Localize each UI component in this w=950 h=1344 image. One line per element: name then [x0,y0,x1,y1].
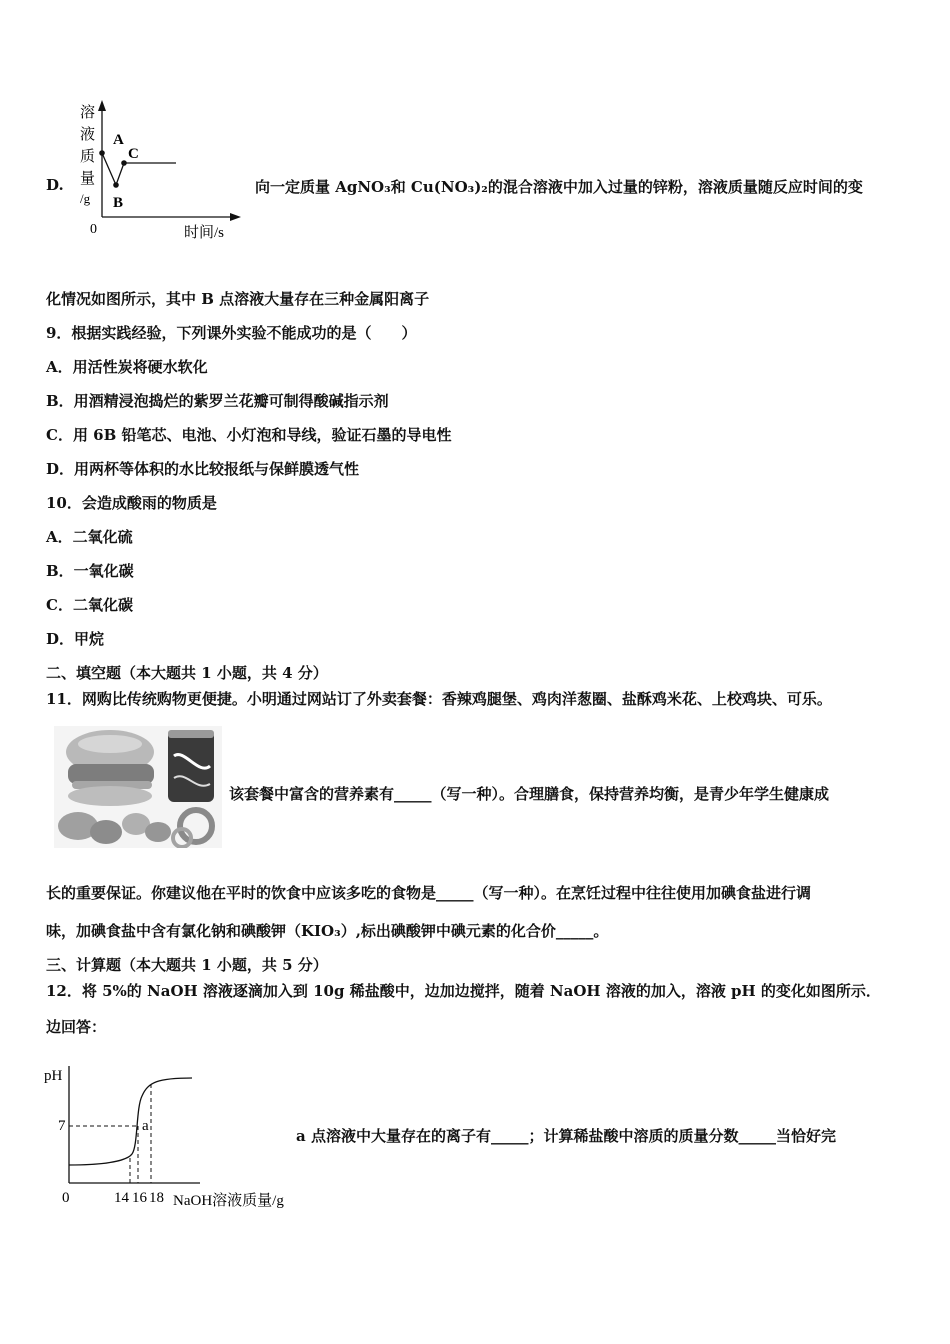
q8-y-arrow [98,100,106,111]
q8-xlabel: 时间/s [184,225,225,241]
q8-option-d-text: 向一定质量 AgNO₃和 Cu(NO₃)₂的混合溶液中加入过量的锌粉，溶液质量随反应时间的变 [255,178,863,196]
q8-option-d-label: D. [46,176,64,194]
q8-ylabel-char: 液 [80,127,96,143]
q8-ylabel-char: 质 [80,149,96,165]
q12-ph-graph [40,1058,310,1218]
section-3-title: 三、计算题（本大题共 1 小题，共 5 分） [46,956,328,974]
q10-option-a: A．二氧化硫 [46,528,133,546]
q9-option-d: D．用两杯等体积的水比较报纸与保鲜膜透气性 [46,460,360,478]
q8-mass-time-graph [72,97,242,247]
section-2-title: 二、填空题（本大题共 1 小题，共 4 分） [46,664,328,682]
q10-option-b: B．一氧化碳 [46,562,134,580]
q8-label-a: A [113,132,124,148]
q10-option-c: C．二氧化碳 [46,596,133,614]
q11-text-1: 该套餐中富含的营养素有_____（写一种）。合理膳食，保持营养均衡，是青少年学生健康成 [229,785,830,803]
q12-point-a-label: a [142,1118,149,1134]
q12-x-tick-18: 18 [149,1190,164,1206]
q9-option-a: A．用活性炭将硬水软化 [46,358,208,376]
q12-ph-curve [69,1078,192,1165]
q11-stem: 11．网购比传统购物更便捷。小明通过网站订了外卖套餐：香辣鸡腿堡、鸡肉洋葱圈、盐酥鸡米花、上校鸡块、可乐。 [46,690,832,708]
q8-origin: 0 [90,222,97,237]
q8-x-arrow [230,213,241,221]
q8-point-a [99,150,105,156]
q11-text-3: 味，加碘食盐中含有氯化钠和碘酸钾（KIO₃）,标出碘酸钾中碘元素的化合价_____。 [46,922,609,940]
q9-option-b: B．用酒精浸泡捣烂的紫罗兰花瓣可制得酸碱指示剂 [46,392,389,410]
q9-option-c: C．用 6B 铅笔芯、电池、小灯泡和导线，验证石墨的导电性 [46,426,452,444]
q11-text-2: 长的重要保证。你建议他在平时的饮食中应该多吃的食物是_____（写一种）。在烹饪过程中往往使用加碘食盐进行调 [46,884,812,902]
q8-label-b: B [113,195,124,211]
q12-x-tick-16: 16 [132,1190,147,1206]
q12-stem: 12．将 5%的 NaOH 溶液逐滴加入到 10g 稀盐酸中，边加边搅拌，随着 NaOH 溶液的加入，溶液 pH 的变化如图所示． [46,982,881,1000]
q12-origin: 0 [62,1190,70,1206]
burger-bun-bottom [68,786,152,806]
q12-x-tick-14: 14 [114,1190,129,1206]
cola-can [168,730,214,802]
q10-stem: 10．会造成酸雨的物质是 [46,494,217,512]
q11-food-image [54,726,222,848]
q10-option-d: D．甲烷 [46,630,105,648]
q8-option-d-text-cont: 化情况如图所示，其中 B 点溶液大量存在三种金属阳离子 [46,290,430,308]
q8-ylabel-char: 溶 [80,105,96,121]
q12-text: a 点溶液中大量存在的离子有_____；计算稀盐酸中溶质的质量分数_____当恰好完 [296,1127,836,1145]
q8-ylabel-char: 量 [80,171,96,187]
q8-point-b [113,182,119,188]
q8-point-c [121,160,127,166]
q12-stem-2: 边回答： [46,1018,107,1036]
q8-ylabel-char: /g [80,191,91,206]
q8-curve [102,153,176,185]
q8-label-c: C [128,146,139,162]
q12-y-tick-7: 7 [58,1118,66,1134]
q9-stem: 9．根据实践经验，下列课外实验不能成功的是（ ） [46,324,417,342]
q12-ylabel: pH [44,1068,63,1084]
q12-xlabel: NaOH溶液质量/g [173,1193,284,1209]
